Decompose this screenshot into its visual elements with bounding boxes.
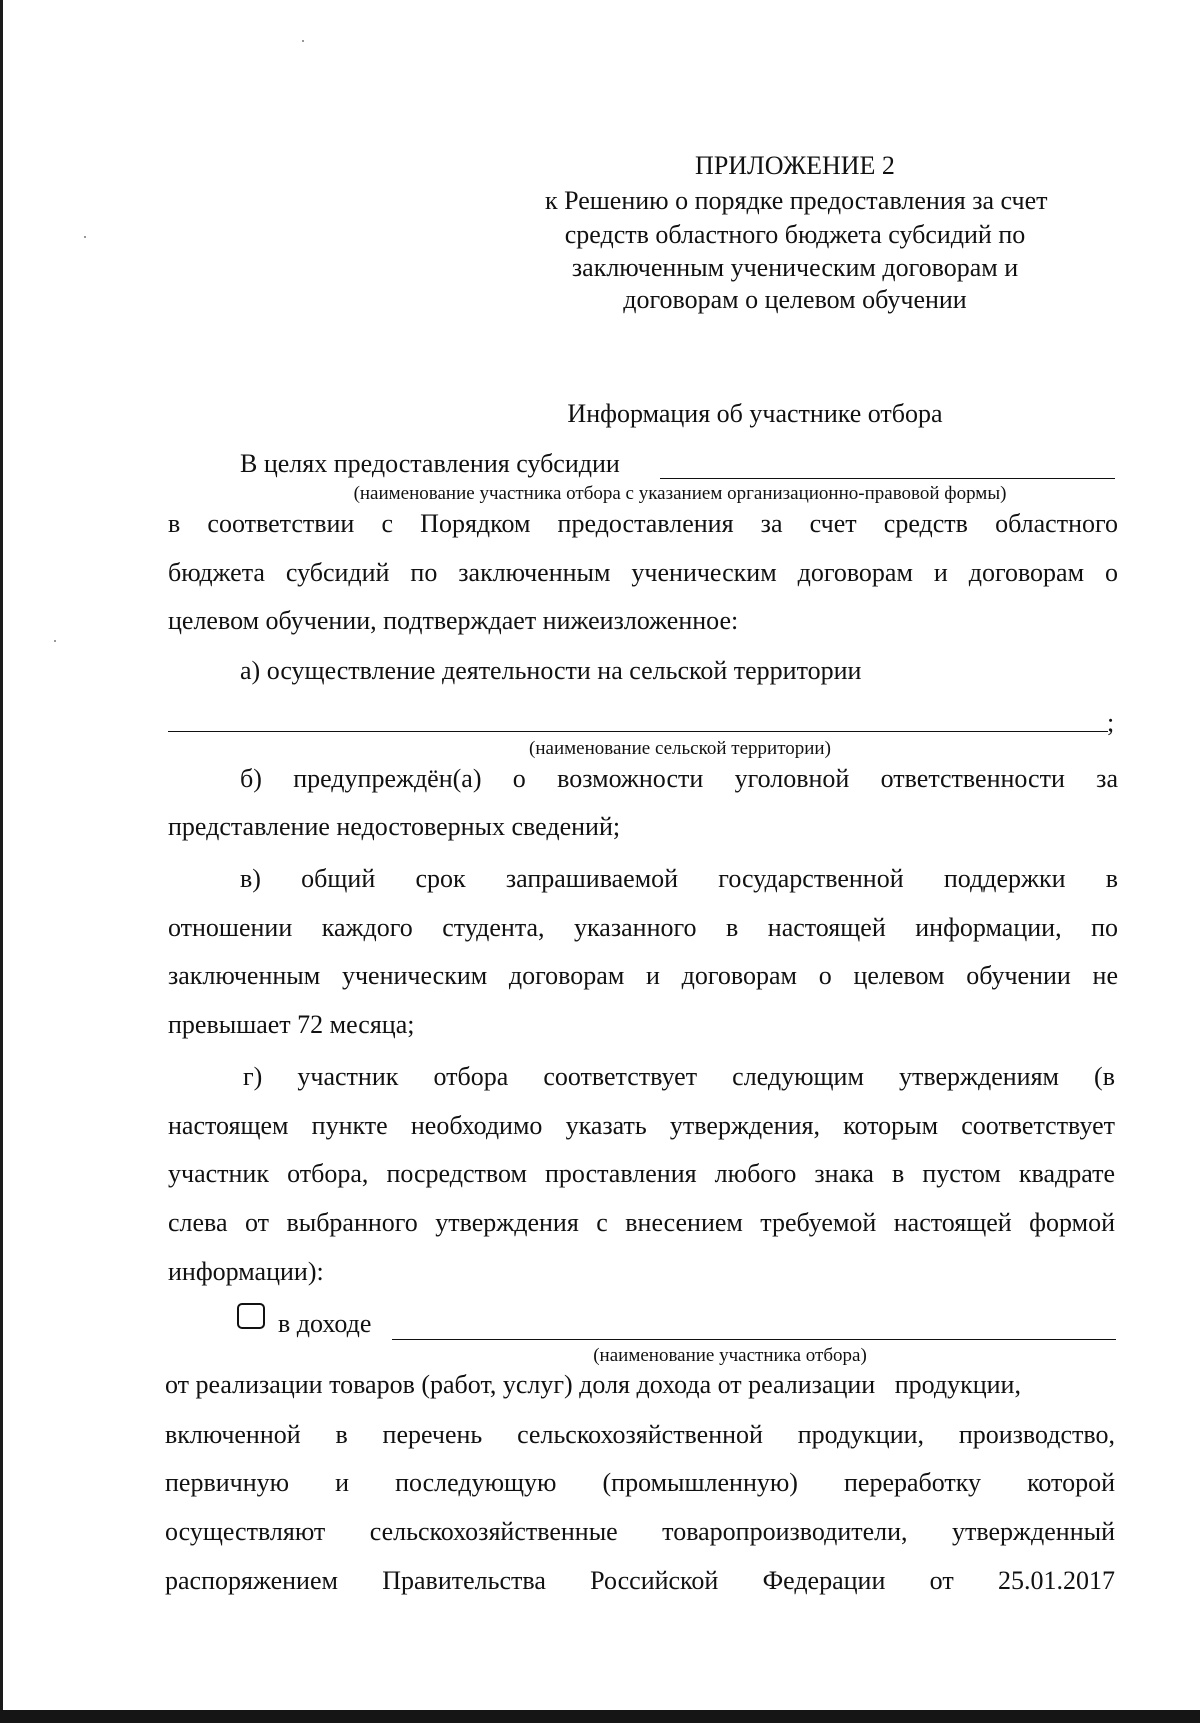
participant-income-blank xyxy=(392,1339,1116,1340)
checkbox-caption: (наименование участника отбора) xyxy=(593,1345,867,1366)
checkbox-line: осуществляют сельскохозяйственные товаропроизводители, утвержденный xyxy=(165,1517,1115,1546)
header-line: договорам о целевом обучении xyxy=(623,285,967,314)
checkbox-line: включенной в перечень сельскохозяйственной продукции, производство, xyxy=(165,1420,1115,1449)
scan-speck xyxy=(84,236,86,238)
header-line: средств областного бюджета субсидий по xyxy=(564,220,1026,249)
intro-line: в соответствии с Порядком предоставления за счет средств областного xyxy=(168,509,1118,538)
item-v-line: превышает 72 месяца; xyxy=(168,1010,415,1039)
item-b-line: представление недостоверных сведений; xyxy=(168,812,621,841)
item-g-line: слева от выбранного утверждения с внесением требуемой настоящей формой xyxy=(168,1208,1115,1237)
item-g-line: участник отбора, посредством проставления любого знака в пустом квадрате xyxy=(168,1159,1115,1188)
item-a-text: а) осуществление деятельности на сельской территории xyxy=(240,656,862,685)
income-checkbox[interactable] xyxy=(237,1303,265,1329)
item-g-line: информации): xyxy=(168,1257,324,1286)
appendix-title: ПРИЛОЖЕНИЕ 2 xyxy=(695,151,895,180)
scan-speck xyxy=(302,40,304,42)
intro-caption: (наименование участника отбора с указанием организационно-правовой формы) xyxy=(353,483,1007,504)
item-b-line: б) предупреждён(а) о возможности уголовной ответственности за xyxy=(240,764,1118,793)
checkbox-label: в доходе xyxy=(278,1309,372,1338)
checkbox-line: первичную и последующую (промышленную) переработку которой xyxy=(165,1468,1115,1497)
scan-bottom-edge xyxy=(0,1710,1200,1723)
checkbox-line: от реализации товаров (работ, услуг) доля дохода от реализации продукции, xyxy=(165,1370,1021,1399)
item-v-line: заключенным ученическим договорам и договорам о целевом обучении не xyxy=(168,961,1118,990)
item-a-caption: (наименование сельской территории) xyxy=(529,738,831,759)
rural-territory-blank xyxy=(168,731,1108,732)
item-v-line: в) общий срок запрашиваемой государственной поддержки в xyxy=(240,864,1118,893)
checkbox-line: распоряжением Правительства Российской Федерации от 25.01.2017 xyxy=(165,1566,1115,1595)
header-line: заключенным ученическим договорам и xyxy=(571,253,1019,282)
item-g-line: г) участник отбора соответствует следующим утверждениям (в xyxy=(243,1062,1115,1091)
item-v-line: отношении каждого студента, указанного в настоящей информации, по xyxy=(168,913,1118,942)
doc-title: Информация об участнике отбора xyxy=(567,399,943,428)
intro-line: бюджета субсидий по заключенным ученическим договорам и договорам о xyxy=(168,558,1118,587)
header-line: к Решению о порядке предоставления за счет xyxy=(545,186,1048,215)
intro-line: целевом обучении, подтверждает нижеизложенное: xyxy=(168,606,739,635)
intro-lead: В целях предоставления субсидии xyxy=(240,449,620,478)
scan-left-edge xyxy=(0,0,3,1723)
participant-name-blank xyxy=(660,478,1115,479)
item-g-line: настоящем пункте необходимо указать утверждения, которым соответствует xyxy=(168,1111,1115,1140)
scan-speck xyxy=(54,640,56,642)
item-a-semicolon: ; xyxy=(1107,708,1115,737)
